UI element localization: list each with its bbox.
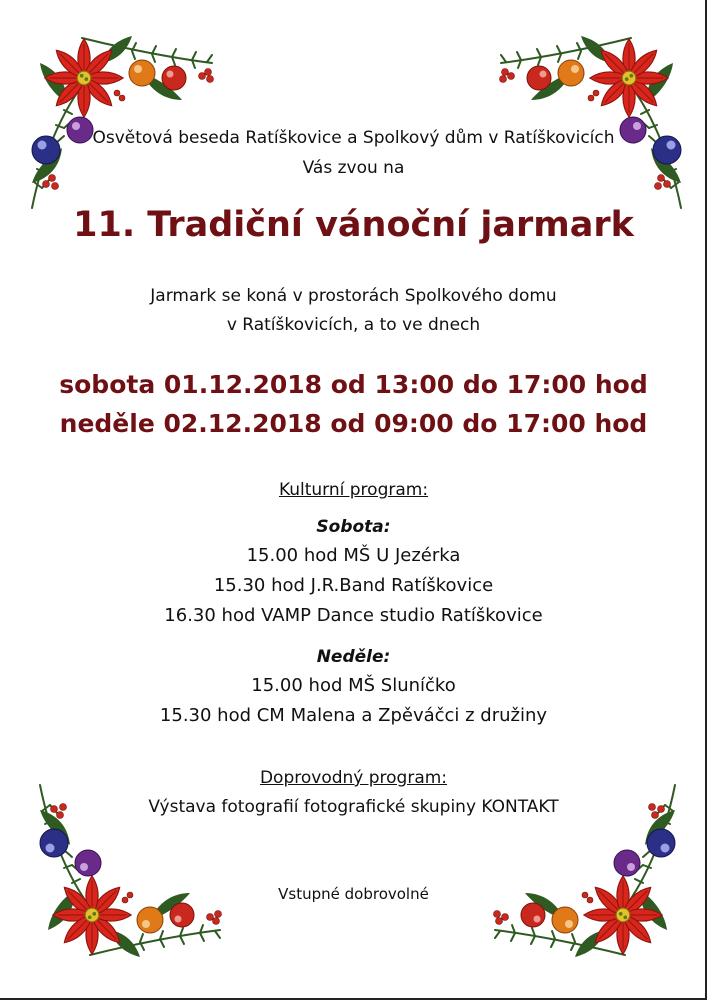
sunday-label: Neděle: [316,647,391,667]
saturday-item: 16.30 hod VAMP Dance studio Ratíškovice [164,605,543,626]
corner-decoration-top-right [476,18,691,228]
saturday-item: 15.30 hod J.R.Band Ratíškovice [213,575,494,596]
header-invitation: Vás zvou na [302,158,405,178]
sunday-item: 15.00 hod MŠ Sluníčko [251,675,456,696]
accompanying-program-text: Výstava fotografií fotografické skupiny KONTAKT [148,797,559,817]
accompanying-program-heading: Doprovodný program: [259,768,448,788]
header-organizers: Osvětová beseda Ratíškovice a Spolkový dům v Ratíškovicích [92,128,615,148]
saturday-label: Sobota: [316,517,391,537]
entry-fee-note: Vstupné dobrovolné [278,885,429,903]
poinsettia-garland-icon [22,18,237,228]
cultural-program-heading: Kulturní program: [278,480,429,500]
date-saturday: sobota 01.12.2018 od 13:00 do 17:00 hod [59,370,648,399]
corner-decoration-top-left [22,18,237,228]
saturday-item: 15.00 hod MŠ U Jezérka [246,545,461,566]
intro-line-1: Jarmark se koná v prostorách Spolkového domu [150,286,557,306]
sunday-item: 15.30 hod CM Malena a Zpěváčci z družiny [159,705,548,726]
date-sunday: neděle 02.12.2018 od 09:00 do 17:00 hod [59,409,648,438]
event-title: 11. Tradiční vánoční jarmark [73,205,634,245]
poinsettia-garland-icon [476,18,691,228]
intro-line-2: v Ratíškovicích, a to ve dnech [226,315,481,335]
